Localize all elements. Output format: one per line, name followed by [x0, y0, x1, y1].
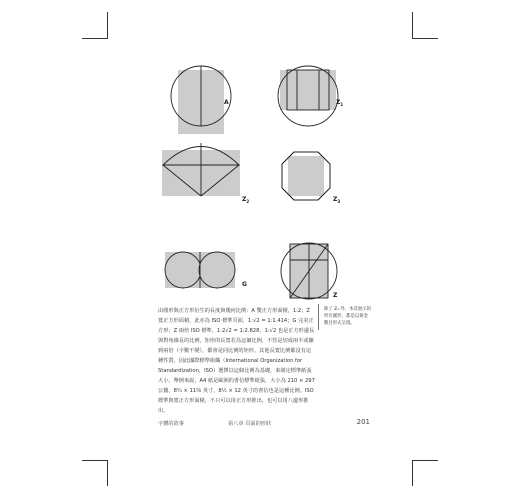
footer-chapter-title: 第八章 頁面的形狀	[228, 421, 272, 427]
sidenote-rule	[318, 304, 319, 330]
footer-book-title: 字體的故事	[158, 421, 184, 427]
body-paragraph: 由圓形與正方形衍生的長度與幾何比例：A 雙正方形面積，1:2；Z 寬正方形面積，此亦為 ISO 標準頁面，1:√2 = 1:1.414；G 完美正方形；Z 兩倍 ISO 標準，1:2√2 = 1:2.828，1:√2 也是正方形邊長與對角線長的比例，矩形的長寬若為這個比例，不管是切成兩半或擴到兩倍（字數不變），都會是同比例的矩形。其他長寬比例都沒有這種性質，因此國際標準組織（International Organization for Standardization，ISO）選擇以這個比例為基礎，來制定標準紙張大小，舉例來說，A4 紙是歐洲的書信標準紙張，大小為 210 × 297 公釐，8¼ × 11⅝ 英寸，8½ × 12 英寸的書信也是這種比例。ISO 標準與寬正方形面積，不只可以用正方形推出，也可以用八邊形推出。	[158, 308, 315, 414]
figure-label-z2: $Z_2$	[242, 196, 250, 205]
figure-label-z1: $Z_1$	[336, 99, 344, 108]
figure-label-g: G	[242, 281, 247, 288]
figure-two-circles	[165, 252, 235, 288]
figure-semicircle-rect	[162, 143, 240, 196]
figure-double-square	[171, 66, 231, 134]
page-number: 201	[356, 418, 370, 426]
figure-label-a: A	[224, 99, 229, 106]
figure-label-z: Z	[333, 292, 338, 299]
figure-octagon	[282, 152, 330, 200]
figure-wide-square	[278, 66, 338, 126]
sidenote-text: 除了 Z₁ 外，本頁展示的所有圖形，都是以黃金數目形式呈現。	[324, 307, 372, 326]
figure-label-z3: $Z_3$	[333, 196, 341, 205]
figure-iso-rectangle	[281, 243, 337, 299]
